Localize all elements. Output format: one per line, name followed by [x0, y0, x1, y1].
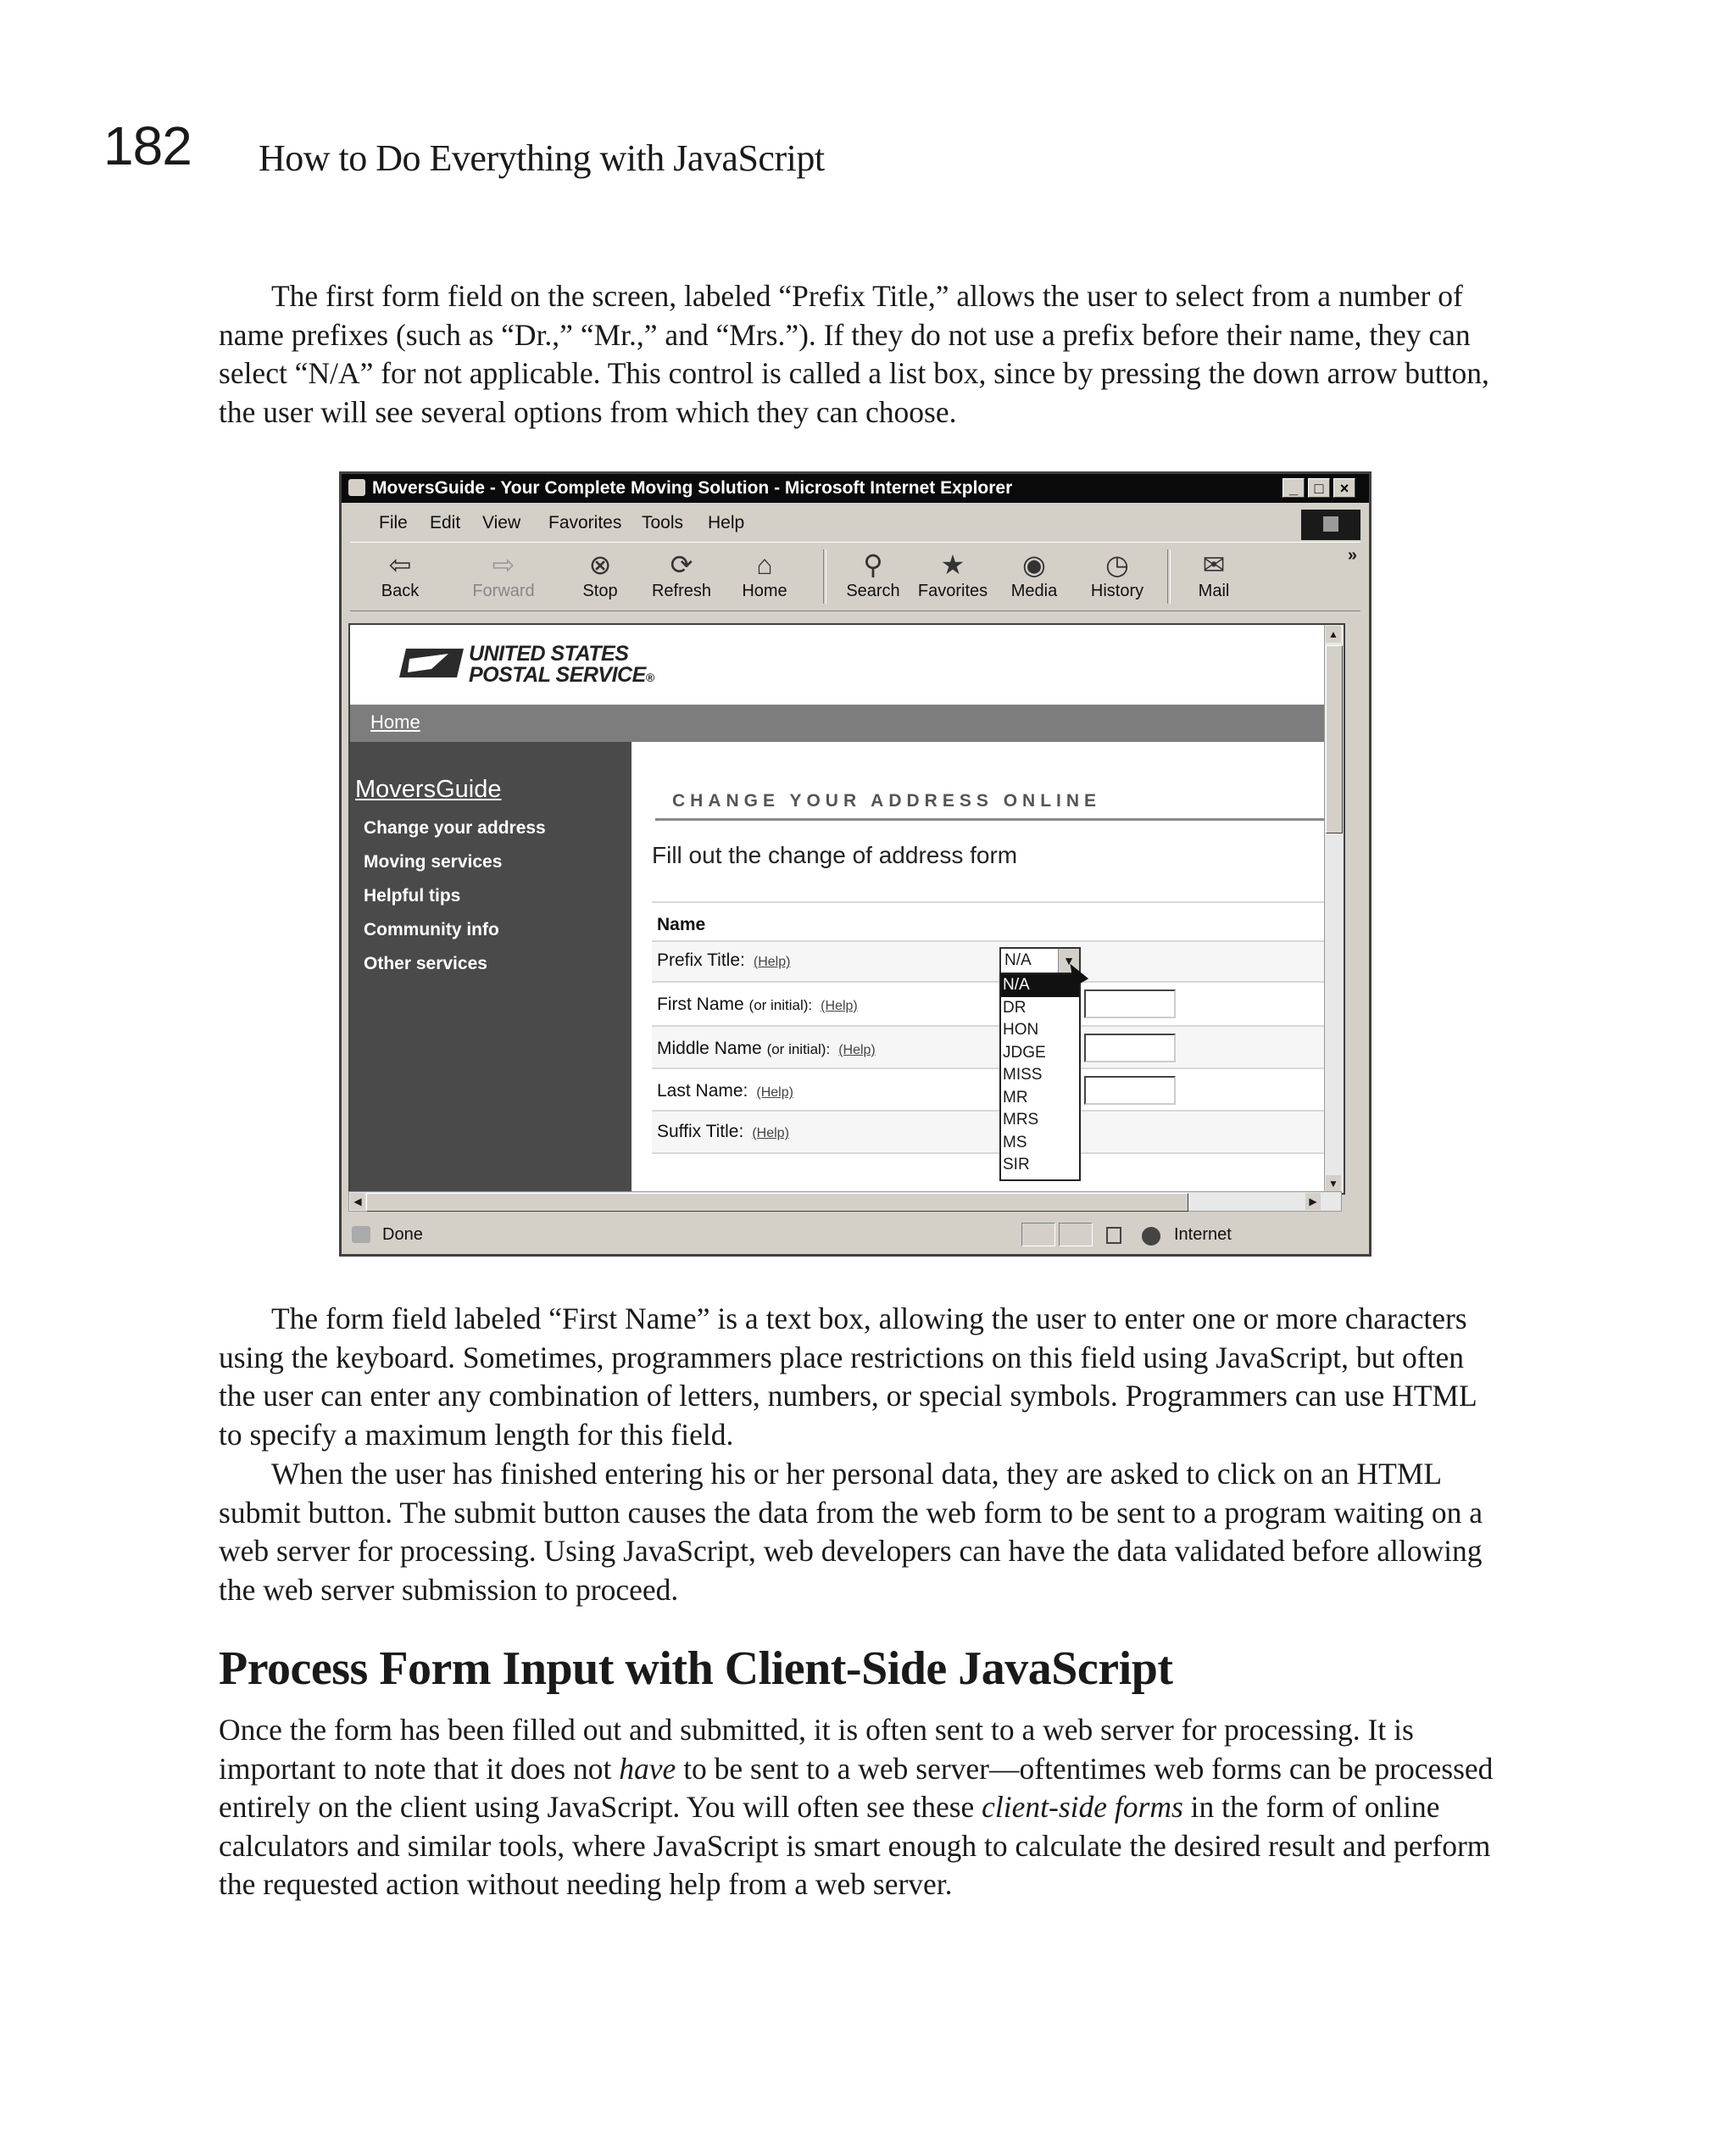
refresh-label: Refresh	[651, 582, 712, 600]
prefix-dropdown-list[interactable]	[999, 973, 1081, 1181]
browser-screenshot	[339, 471, 1372, 1257]
maximize-icon[interactable]: □	[1308, 478, 1330, 498]
scroll-right-icon[interactable]: ▶	[1305, 1193, 1321, 1210]
favorites-icon: ★	[940, 549, 965, 580]
menu-file[interactable]: File	[379, 513, 408, 532]
menu-favorites[interactable]: Favorites	[548, 513, 622, 532]
prefix-option[interactable]: JDGE	[1003, 1044, 1046, 1062]
close-icon[interactable]: ×	[1333, 478, 1355, 498]
section-divider	[655, 818, 1340, 821]
paragraph-4-emphasis-client-side: client-side forms	[982, 1790, 1183, 1825]
title-bar	[342, 474, 1369, 503]
usps-logo-line2: POSTAL SERVICE	[469, 663, 646, 687]
form-title: Fill out the change of address form	[652, 842, 1018, 868]
middle-name-label	[657, 1039, 876, 1059]
toolbar-overflow-icon[interactable]: »	[1347, 546, 1357, 565]
stop-button[interactable]	[562, 548, 638, 601]
back-arrow-icon: ⇦	[388, 549, 412, 580]
prefix-option[interactable]: MS	[1003, 1134, 1027, 1151]
first-name-initial-note: (or initial):	[748, 997, 813, 1013]
vertical-scroll-thumb[interactable]	[1326, 645, 1343, 833]
media-button[interactable]	[996, 548, 1072, 601]
suffix-label	[657, 1122, 789, 1142]
last-name-help-link[interactable]: (Help)	[756, 1085, 793, 1100]
menu-edit[interactable]: Edit	[430, 513, 461, 532]
prefix-option[interactable]: N/A	[1001, 974, 1079, 997]
paragraph-4	[219, 1711, 1500, 1904]
registered-mark: ®	[645, 671, 654, 684]
middle-name-input[interactable]	[1084, 1034, 1176, 1062]
paragraph-4-text-c: in the form of online calculators and similar tools, where JavaScript is smart enough to calculate the desired result and perform the requested action without needing help from a web server.	[219, 1790, 1491, 1902]
nav-band	[350, 705, 1344, 742]
horizontal-scroll-thumb[interactable]	[366, 1193, 1188, 1212]
usps-eagle-logo-icon	[398, 644, 465, 683]
page-viewport	[348, 623, 1345, 1195]
first-name-row	[652, 981, 1340, 1027]
prefix-label	[657, 950, 790, 971]
suffix-help-link[interactable]: (Help)	[752, 1126, 789, 1140]
middle-name-label-text: Middle Name	[657, 1039, 762, 1058]
last-name-label	[657, 1081, 793, 1101]
middle-name-initial-note: (or initial):	[766, 1041, 831, 1057]
window-title: MoversGuide - Your Complete Moving Solution - Microsoft Internet Explorer	[372, 478, 1013, 498]
suffix-label-text: Suffix Title:	[657, 1122, 744, 1141]
favorites-label: Favorites	[917, 582, 988, 600]
security-zone: Internet	[1174, 1225, 1232, 1244]
toolbar	[350, 542, 1360, 611]
scroll-up-icon[interactable]: ▲	[1326, 626, 1341, 643]
paragraph-2	[219, 1300, 1500, 1454]
stop-icon: ⊗	[588, 549, 612, 580]
mail-button[interactable]	[1176, 548, 1252, 601]
ie-icon	[348, 479, 365, 496]
main-content	[632, 742, 1344, 1195]
forward-button[interactable]	[465, 548, 542, 601]
prefix-option[interactable]: HON	[1003, 1021, 1039, 1039]
sidebar-item-moving-services[interactable]: Moving services	[364, 852, 503, 872]
status-cell	[1021, 1223, 1055, 1246]
prefix-selected-value: N/A	[1004, 951, 1032, 969]
toolbar-separator	[1167, 549, 1171, 604]
favorites-button[interactable]	[915, 548, 991, 601]
sidebar-item-helpful-tips[interactable]: Helpful tips	[364, 886, 461, 906]
refresh-icon: ⟳	[670, 549, 693, 580]
sidebar-item-change-address[interactable]: Change your address	[364, 818, 546, 838]
paragraph-2-text: The form field labeled “First Name” is a text box, allowing the user to enter one or more characters using the keyboard. Sometimes, programmers place restrictions on this field using JavaScript, but often the user can enter any combination of letters, numbers, or special symbols. Programmers can use HTML to specify a maximum length for this field.	[219, 1302, 1477, 1452]
menu-view[interactable]: View	[482, 513, 521, 532]
paragraph-4-emphasis-have: have	[619, 1751, 676, 1786]
history-label: History	[1090, 582, 1144, 600]
prefix-option[interactable]: DR	[1003, 999, 1027, 1017]
first-name-help-link[interactable]: (Help)	[821, 999, 858, 1013]
prefix-label-text: Prefix Title:	[657, 950, 745, 970]
media-label: Media	[1010, 582, 1058, 600]
refresh-button[interactable]	[643, 548, 720, 601]
paragraph-4-text-a: Once the form has been filled out and submitted, it is often sent to a web server for processing. It is important to note that it does not	[219, 1713, 1414, 1786]
back-label: Back	[381, 582, 420, 600]
home-button[interactable]	[726, 548, 803, 601]
usps-logo-line1: UNITED STATES	[469, 642, 629, 666]
paragraph-1	[219, 277, 1500, 432]
back-button[interactable]	[362, 548, 438, 601]
forward-label: Forward	[472, 582, 535, 600]
section-label: CHANGE YOUR ADDRESS ONLINE	[672, 791, 1102, 811]
page-status-icon	[352, 1226, 370, 1243]
name-header: Name	[657, 915, 706, 934]
menu-bar	[350, 508, 1360, 538]
search-button[interactable]	[835, 548, 911, 601]
suffix-row	[652, 1110, 1340, 1154]
last-name-input[interactable]	[1084, 1076, 1176, 1105]
section-heading: Process Form Input with Client-Side JavaScript	[219, 1642, 1173, 1695]
paragraph-3-text: When the user has finished entering his or her personal data, they are asked to click on an HTML submit button. The submit button causes the data from the web form to be sent to a program waiting on a web server for processing. Using JavaScript, web developers can have the data validated before allowing the web server submission to proceed.	[219, 1457, 1483, 1607]
middle-name-help-link[interactable]: (Help)	[838, 1043, 876, 1057]
prefix-help-link[interactable]: (Help)	[753, 955, 791, 969]
status-cell	[1059, 1223, 1093, 1246]
windows-logo-icon	[1301, 510, 1360, 540]
vertical-scrollbar[interactable]	[1324, 625, 1344, 1193]
prefix-option[interactable]: MRS	[1003, 1111, 1039, 1129]
first-name-label	[657, 995, 858, 1015]
menu-help[interactable]: Help	[708, 513, 745, 532]
first-name-label-text: First Name	[657, 995, 744, 1014]
paragraph-4-text-b: to be sent to a web server—oftentimes web forms can be processed entirely on the client using JavaScript. You will often see these	[219, 1751, 1494, 1825]
sidebar-title-link[interactable]: MoversGuide	[355, 776, 502, 803]
first-name-input[interactable]	[1084, 989, 1176, 1018]
usps-logo-text	[469, 644, 654, 688]
lock-icon	[1106, 1227, 1121, 1244]
prefix-row	[652, 940, 1340, 983]
middle-name-row	[652, 1025, 1340, 1069]
sidebar-item-community-info[interactable]: Community info	[364, 920, 499, 939]
running-head: How to Do Everything with JavaScript	[259, 137, 825, 179]
history-icon: ◷	[1105, 549, 1129, 580]
home-link[interactable]: Home	[370, 711, 420, 733]
home-label: Home	[742, 582, 787, 600]
name-header-row	[652, 901, 1340, 942]
globe-icon	[1142, 1227, 1160, 1246]
search-label: Search	[846, 582, 900, 600]
home-icon: ⌂	[756, 549, 773, 580]
stop-label: Stop	[582, 582, 618, 600]
paragraph-1-text: The first form field on the screen, labeled “Prefix Title,” allows the user to select from a number of name prefixes (such as “Dr.,” “Mr.,” and “Mrs.”). If they do not use a prefix before their name, they can select “N/A” for not applicable. This control is called a list box, since by pressing the down arrow button, the user will see several options from which they can choose.	[219, 279, 1489, 429]
prefix-option[interactable]: MISS	[1003, 1066, 1043, 1084]
scroll-down-icon[interactable]: ▼	[1326, 1175, 1341, 1192]
status-text: Done	[382, 1225, 423, 1244]
last-name-row	[652, 1067, 1340, 1112]
menu-tools[interactable]: Tools	[642, 513, 684, 532]
paragraph-3	[219, 1455, 1500, 1609]
sidebar-item-other-services[interactable]: Other services	[364, 954, 487, 973]
prefix-option[interactable]: MR	[1003, 1089, 1028, 1106]
history-button[interactable]	[1079, 548, 1155, 601]
horizontal-scrollbar[interactable]	[348, 1191, 1342, 1212]
minimize-icon[interactable]: _	[1283, 478, 1305, 498]
chevron-down-icon[interactable]: ▼	[1058, 949, 1079, 973]
page-number: 182	[103, 115, 192, 176]
status-bar	[345, 1220, 1367, 1251]
scroll-left-icon[interactable]: ◀	[350, 1193, 365, 1210]
toolbar-separator	[823, 549, 826, 604]
sidebar	[350, 742, 632, 1195]
search-icon: ⚲	[863, 549, 883, 580]
forward-arrow-icon: ⇨	[492, 549, 515, 580]
prefix-option[interactable]: SIR	[1003, 1156, 1030, 1173]
mail-label: Mail	[1198, 582, 1230, 600]
media-icon: ◉	[1022, 549, 1046, 580]
last-name-label-text: Last Name:	[657, 1081, 748, 1101]
mail-icon: ✉	[1202, 549, 1226, 580]
